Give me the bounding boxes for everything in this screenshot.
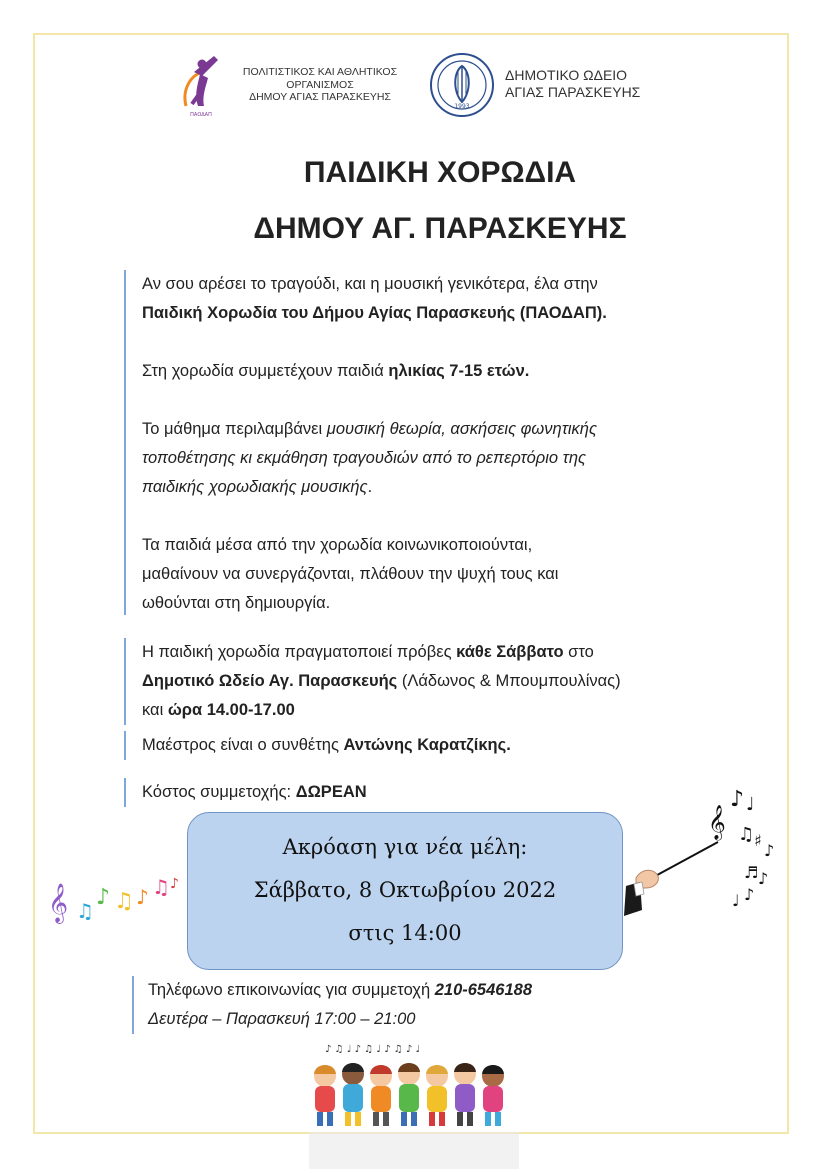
intro-block: [124, 270, 742, 615]
contact-hours: Δευτέρα – Παρασκευή 17:00 – 21:00: [148, 1010, 416, 1028]
svg-text:♪ ♫ ♩ ♪ ♫ ♩ ♪ ♫ ♪ ♩: ♪ ♫ ♩ ♪ ♫ ♩ ♪ ♫ ♪ ♩: [325, 1044, 421, 1055]
maestro-block: Μαέστρος είναι ο συνθέτης Αντώνης Καρατζίκης.: [124, 731, 742, 760]
svg-text:♫: ♫: [738, 824, 755, 845]
cost-block: Κόστος συμμετοχής: ΔΩΡΕΑΝ: [124, 778, 742, 807]
svg-text:𝄞: 𝄞: [708, 805, 726, 840]
intro-choir-name: Παιδική Χορωδία του Δήμου Αγίας Παρασκευής (ΠΑΟΔΑΠ).: [142, 304, 607, 322]
svg-text:♫: ♫: [76, 899, 94, 923]
conservatory-name: ΔΗΜΟΤΙΚΟ ΩΔΕΙΟ ΑΓΙΑΣ ΠΑΡΑΣΚΕΥΗΣ: [505, 67, 641, 100]
intro-text: Αν σου αρέσει το τραγούδι, και η μουσική γενικότερα, έλα στην: [142, 275, 598, 293]
audition-heading: Ακρόαση για νέα μέλη:: [282, 835, 528, 859]
svg-text:♯: ♯: [754, 831, 762, 850]
lesson-line-3: παιδικής χορωδιακής μουσικής.: [142, 478, 373, 496]
svg-text:♪: ♪: [758, 869, 769, 888]
colorful-notes-icon: [46, 868, 186, 928]
svg-text:♪: ♪: [744, 885, 755, 904]
benefits-line-3: ωθούνται στη δημιουργία.: [142, 594, 331, 612]
svg-text:♩: ♩: [732, 891, 740, 910]
svg-text:♪: ♪: [170, 876, 179, 892]
title-line-1: ΠΑΙΔΙΚΗ ΧΟΡΩΔΙΑ: [303, 156, 577, 189]
svg-text:♪: ♪: [96, 885, 111, 910]
svg-text:♪: ♪: [730, 787, 745, 812]
benefits-line-2: μαθαίνουν να συνεργάζονται, πλάθουν την ψυχή τους και: [142, 565, 559, 583]
audition-date: Σάββατο, 8 Οκτωβρίου 2022: [253, 878, 557, 902]
svg-text:♪: ♪: [764, 841, 775, 860]
contact-block: Τηλέφωνο επικοινωνίας για συμμετοχή 210-6546188 Δευτέρα – Παρασκευή 17:00 – 21:00: [132, 976, 708, 1034]
singing-children-illustration: [303, 1036, 525, 1169]
lesson-paragraph: Το μάθημα περιλαμβάνει μουσική θεωρία, ασκήσεις φωνητικής: [142, 420, 597, 438]
conductor-hand-icon: [620, 782, 790, 932]
svg-text:ΠΑΟΔΑΠ: ΠΑΟΔΑΠ: [190, 112, 212, 118]
benefits-line-1: Τα παιδιά μέσα από την χορωδία κοινωνικοποιούνται,: [142, 536, 533, 554]
rehearsals-block: Η παιδική χορωδία πραγματοποιεί πρόβες κάθε Σάββατο στο Δημοτικό Ωδείο Αγ. Παρασκευής (Λάδωνος & Μπουμπουλίνας) και ώρα 14.00-17.00: [124, 638, 742, 725]
org-logo-icon: [172, 50, 230, 120]
conservatory-seal-icon: [429, 52, 495, 118]
svg-text:1993: 1993: [454, 103, 470, 110]
svg-text:♪: ♪: [136, 885, 149, 909]
svg-text:♫: ♫: [152, 875, 170, 899]
lesson-line-2: τοποθέτησης κι εκμάθηση τραγουδιών από το ρεπερτόριο της: [142, 449, 587, 467]
audition-box: [187, 812, 623, 970]
svg-text:𝄞: 𝄞: [48, 883, 69, 923]
svg-text:♫: ♫: [114, 889, 134, 914]
audition-time: στις 14:00: [348, 921, 462, 945]
ages-paragraph: Στη χορωδία συμμετέχουν παιδιά ηλικίας 7-15 ετών.: [142, 362, 530, 380]
phone-number: 210-6546188: [434, 981, 532, 999]
svg-text:♩: ♩: [746, 794, 755, 815]
title-line-2: ΔΗΜΟΥ ΑΓ. ΠΑΡΑΣΚΕΥΗΣ: [253, 212, 627, 245]
org-name: ΠΟΛΙΤΙΣΤΙΚΟΣ ΚΑΙ ΑΘΛΗΤΙΚΟΣ ΟΡΓΑΝΙΣΜΟΣ ΔΗΜΟΥ ΑΓΙΑΣ ΠΑΡΑΣΚΕΥΗΣ: [242, 66, 398, 103]
svg-text:♬: ♬: [744, 863, 759, 882]
